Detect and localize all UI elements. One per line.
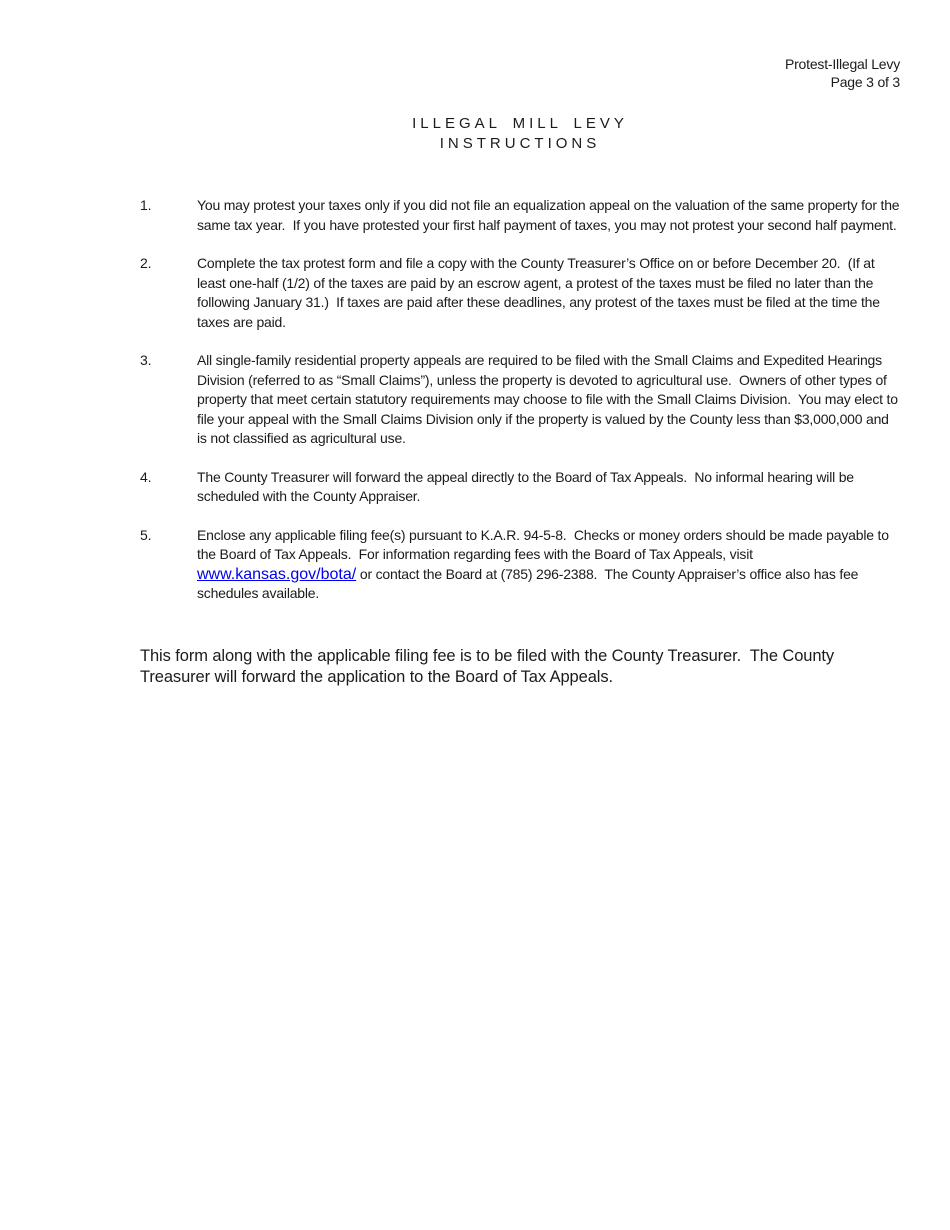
item-text-after-link: or contact the Board at (785) 296-2388. The County Appraiser’s office also has fee schedules available. — [197, 565, 862, 601]
item-number: 2. — [140, 255, 152, 271]
list-item — [140, 254, 900, 332]
kansas-bota-link[interactable]: www.kansas.gov/bota/ — [197, 565, 357, 583]
page-number-label: Page 3 of 3 — [830, 74, 900, 90]
item-number: 1. — [140, 197, 152, 213]
document-label: Protest-Illegal Levy — [784, 56, 900, 72]
item-text: You may protest your taxes only if you did not file an equalization appeal on the valuation of the same property for the same tax year. If you have protested your first half payment of taxes, you may not protest your second half payment. — [197, 197, 904, 233]
item-text-before-link: Enclose any applicable filing fee(s) pursuant to K.A.R. 94-5-8. Checks or money orders should be made payable to the Board of Tax Appeals. For information regarding fees with the Board of Tax Appeals, visit — [197, 526, 893, 562]
title-line-2: INSTRUCTIONS — [439, 135, 601, 152]
list-item — [140, 468, 900, 507]
item-number: 4. — [140, 468, 152, 485]
page-header — [0, 0, 950, 91]
item-number: 5. — [140, 526, 152, 543]
closing-paragraph: This form along with the applicable filing fee is to be filed with the County Treasurer. The County Treasurer will forward the application to the Board of Tax Appeals. — [140, 646, 839, 686]
document-title — [140, 114, 900, 154]
item-text: The County Treasurer will forward the appeal directly to the Board of Tax Appeals. No informal hearing will be scheduled with the County Appraiser. — [197, 468, 858, 504]
title-line-1: ILLEGAL MILL LEVY — [412, 115, 628, 132]
item-number: 3. — [140, 352, 152, 368]
list-item — [140, 196, 904, 235]
list-item — [140, 351, 900, 449]
item-text — [197, 526, 900, 604]
instruction-list — [140, 196, 904, 604]
item-text: All single-family residential property appeals are required to be filed with the Small Claims and Expedited Hearings Division (referred to as “Small Claims”), unless the property is devoted to agricultural use. Owners of other types of property that meet certain statutory requirements may choose to file with the Small Claims Division. You may elect to file your appeal with the Small Claims Division only if the property is valued by the County less than $3,000,000 and is not classified as agricultural use. — [197, 352, 902, 446]
list-item — [140, 526, 900, 604]
item-text: Complete the tax protest form and file a copy with the County Treasurer’s Office on or before December 20. (If at least one-half (1/2) of the taxes are paid by an escrow agent, a protest of the taxes must be filed no later than the following January 31.) If taxes are paid after these deadlines, any protest of the taxes must be filed at the time the taxes are paid. — [197, 255, 884, 330]
